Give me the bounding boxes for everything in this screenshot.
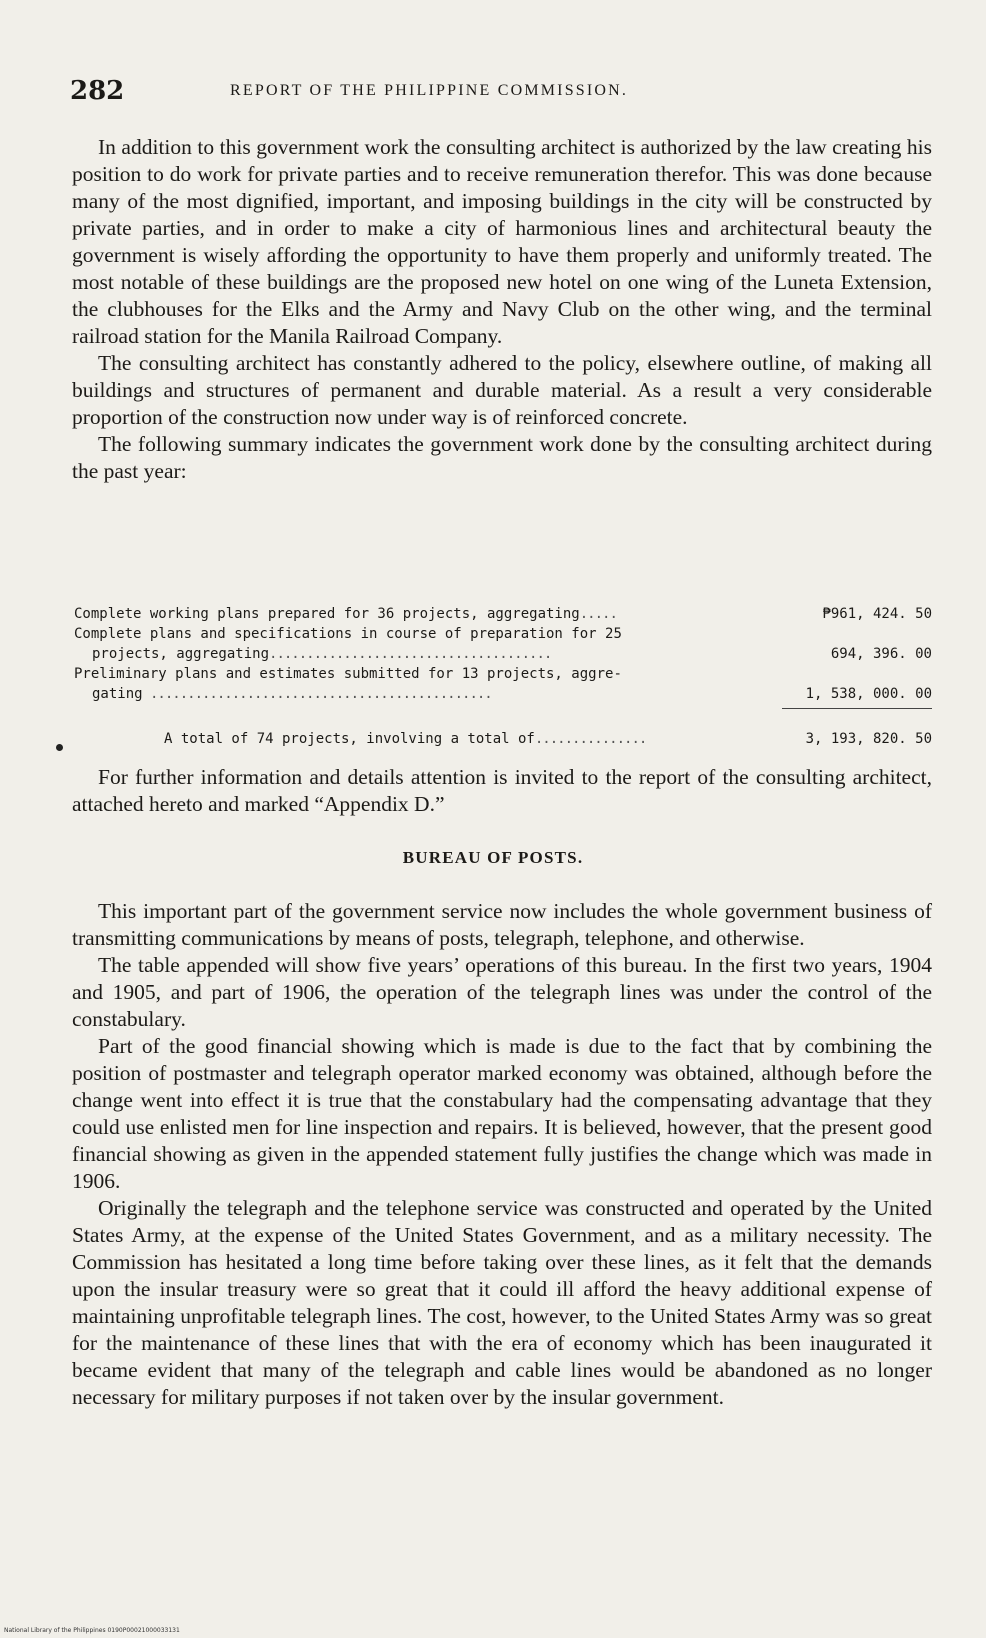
summary-total-desc: A total of 74 projects, involving a total of — [164, 731, 535, 747]
paragraph: The table appended will show five years’ operations of this bureau. In the first two years, 1904 and 1905, and part of 1906, the operation of the telegraph lines was under the control of the constabulary. — [72, 953, 932, 1031]
paragraph-block-appendix — [72, 764, 932, 818]
paragraph-block-posts — [72, 898, 932, 1411]
summary-row: gating .............................................. 1, 538, 000. 00 — [92, 686, 932, 702]
paragraph: Part of the good financial showing which is made is due to the fact that by combining the position of postmaster and telegraph operator marked economy was obtained, although before the change went into effect it is true that the constabulary had the compensating advantage that they could use enlisted men for line inspection and repairs. It is believed, however, that the present good financial showing as given in the appended statement fully justifies the change which was made in 1906. — [72, 1034, 932, 1193]
summary-amount: ₱961, 424. 50 — [822, 606, 932, 622]
summary-row: Complete working plans prepared for 36 projects, aggregating..... ₱961, 424. 50 — [74, 606, 932, 622]
page-number: 282 — [70, 76, 125, 106]
summary-total-row: A total of 74 projects, involving a total of............... 3, 193, 820. 50 — [164, 731, 932, 747]
running-head: REPORT OF THE PHILIPPINE COMMISSION. — [230, 82, 629, 99]
summary-row — [74, 664, 932, 684]
summary-desc: Complete working plans prepared for 36 projects, aggregating — [74, 606, 580, 622]
paragraph: The following summary indicates the government work done by the consulting architect during the past year: — [72, 432, 932, 483]
summary-amount: 1, 538, 000. 00 — [805, 686, 932, 702]
summary-table — [74, 604, 932, 749]
paragraph-block-architect — [72, 134, 932, 485]
summary-row: projects, aggregating...................................... 694, 396. 00 — [92, 646, 932, 662]
paragraph: In addition to this government work the consulting architect is authorized by the law creating his position to do work for private parties and to receive remuneration therefor. This was done because many of the most dignified, important, and imposing buildings in the city will be constructed by private parties, and in order to make a city of harmonious lines and architectural beauty the government is wisely affording the opportunity to have them properly and uniformly treated. The most notable of these buildings are the proposed new hotel on one wing of the Luneta Extension, the clubhouses for the Elks and the Army and Navy Club on the other wing, and the terminal railroad station for the Manila Railroad Company. — [72, 135, 932, 348]
summary-desc: Preliminary plans and estimates submitted for 13 projects, aggre- — [74, 666, 622, 682]
paragraph: Originally the telegraph and the telephone service was constructed and operated by the United States Army, at the expense of the United States Government, and as a military necessity. The Commission has hesitated a long time before taking over these lines, as it felt that the demands upon the insular treasury were so great that it could ill afford the heavy additional expense of maintaining unprofitable telegraph lines. The cost, however, to the United States Army was so great for the maintenance of these lines that with the era of economy which has been inaugurated it became evident that many of the telegraph and cable lines would be abandoned as no longer necessary for military purposes if not taken over by the insular government. — [72, 1196, 932, 1409]
summary-desc: Complete plans and specifications in course of preparation for 25 — [74, 626, 622, 642]
summary-amount: 694, 396. 00 — [830, 646, 932, 662]
paragraph: This important part of the government service now includes the whole government business of transmitting communications by means of posts, telegraph, telephone, and otherwise. — [72, 899, 932, 950]
scan-footer: National Library of the Philippines 0190P00021000033131 — [4, 1627, 180, 1634]
summary-desc: projects, aggregating — [92, 646, 270, 662]
summary-row — [74, 624, 932, 644]
page-header — [70, 76, 930, 110]
paragraph: For further information and details attention is invited to the report of the consulting architect, attached hereto and marked “Appendix D.” — [72, 765, 932, 816]
total-rule — [782, 708, 932, 709]
paragraph: The consulting architect has constantly adhered to the policy, elsewhere outline, of making all buildings and structures of permanent and durable material. As a result a very considerable proportion of the construction now under way is of reinforced concrete. — [72, 351, 932, 429]
section-heading: BUREAU OF POSTS. — [402, 848, 584, 867]
summary-total-amount: 3, 193, 820. 50 — [805, 731, 932, 747]
summary-desc: gating — [92, 686, 143, 702]
margin-mark — [56, 744, 63, 751]
